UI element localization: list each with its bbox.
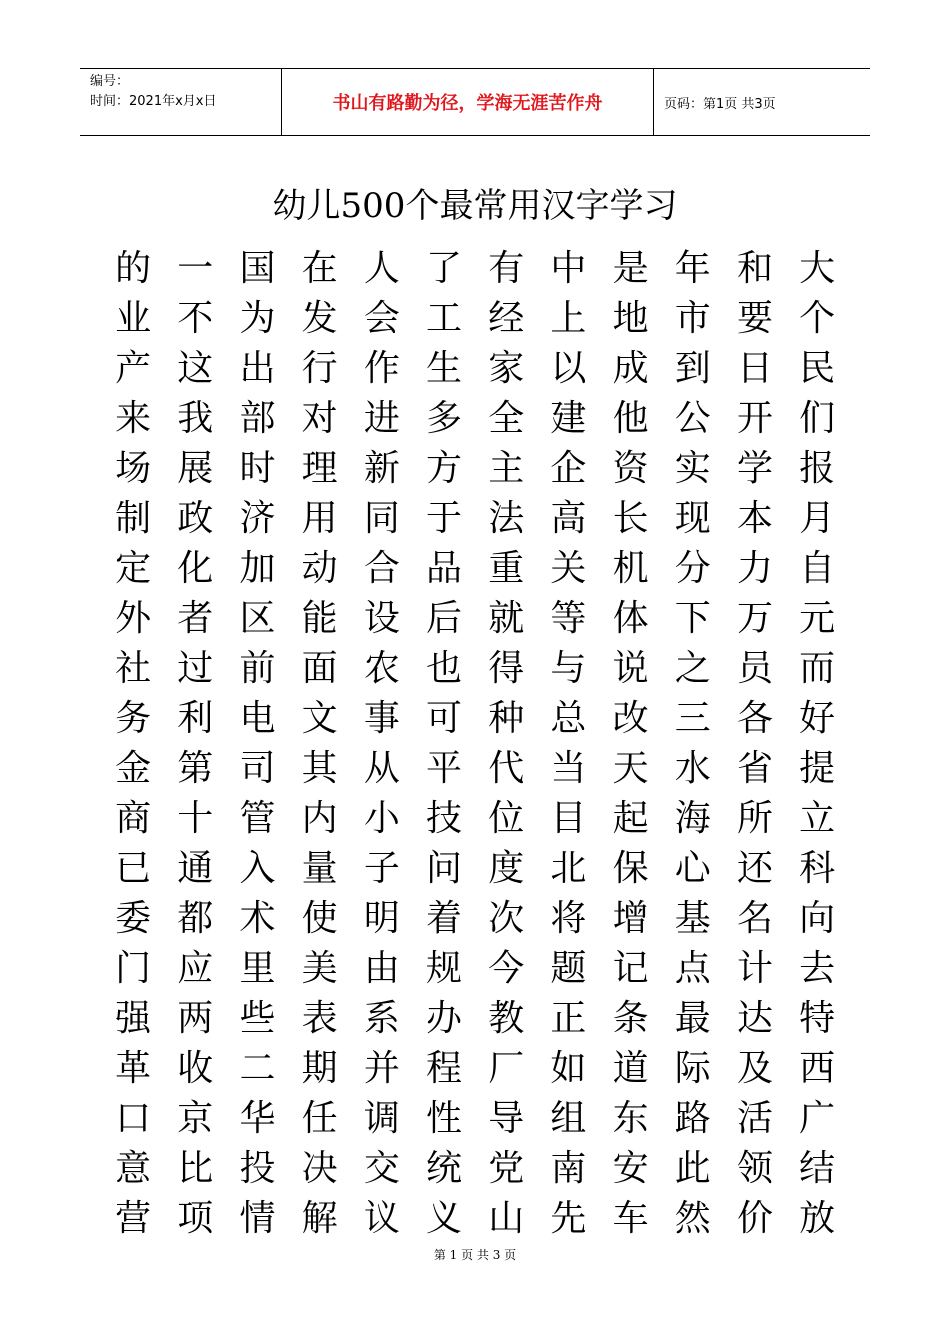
hanzi-char: 化 xyxy=(177,548,214,589)
hanzi-char: 在 xyxy=(301,248,338,289)
hanzi-char: 地 xyxy=(612,298,649,339)
hanzi-char: 最 xyxy=(674,998,711,1039)
hanzi-char: 西 xyxy=(799,1048,836,1089)
time-label: 时间：2021年x月x日 xyxy=(90,94,217,109)
hanzi-char: 元 xyxy=(799,598,836,639)
hanzi-char: 而 xyxy=(799,648,836,689)
hanzi-char: 都 xyxy=(177,898,214,939)
hanzi-char: 题 xyxy=(550,948,587,989)
hanzi-char: 强 xyxy=(115,998,152,1039)
hanzi-char: 展 xyxy=(177,448,214,489)
hanzi-char: 分 xyxy=(674,548,711,589)
hanzi-char: 好 xyxy=(799,698,836,739)
motto: 书山有路勤为径，学海无涯苦作舟 xyxy=(282,69,654,135)
hanzi-char: 济 xyxy=(239,498,276,539)
hanzi-char: 结 xyxy=(799,1148,836,1189)
hanzi-char: 天 xyxy=(612,748,649,789)
hanzi-char: 利 xyxy=(177,698,214,739)
hanzi-char: 得 xyxy=(488,648,525,689)
hanzi-char: 也 xyxy=(426,648,463,689)
hanzi-char: 安 xyxy=(612,1148,649,1189)
hanzi-char: 次 xyxy=(488,898,525,939)
hanzi-char: 外 xyxy=(115,598,152,639)
hanzi-char: 东 xyxy=(612,1098,649,1139)
hanzi-char: 系 xyxy=(363,998,400,1039)
hanzi-char: 司 xyxy=(239,748,276,789)
hanzi-char: 记 xyxy=(612,948,649,989)
hanzi-char: 教 xyxy=(488,998,525,1039)
hanzi-char: 及 xyxy=(736,1048,773,1089)
hanzi-char: 上 xyxy=(550,298,587,339)
hanzi-char: 议 xyxy=(363,1198,400,1239)
hanzi-char: 工 xyxy=(426,298,463,339)
hanzi-char: 路 xyxy=(674,1098,711,1139)
hanzi-char: 行 xyxy=(301,348,338,389)
hanzi-char: 水 xyxy=(674,748,711,789)
hanzi-char: 等 xyxy=(550,598,587,639)
hanzi-char: 主 xyxy=(488,448,525,489)
hanzi-char: 些 xyxy=(239,998,276,1039)
hanzi-char: 社 xyxy=(115,648,152,689)
hanzi-char: 际 xyxy=(674,1048,711,1089)
hanzi-char: 下 xyxy=(674,598,711,639)
hanzi-char: 法 xyxy=(488,498,525,539)
hanzi-char: 能 xyxy=(301,598,338,639)
hanzi-char: 资 xyxy=(612,448,649,489)
hanzi-char: 海 xyxy=(674,798,711,839)
header-table xyxy=(80,68,870,136)
hanzi-char: 情 xyxy=(239,1198,276,1239)
hanzi-char: 说 xyxy=(612,648,649,689)
hanzi-char: 全 xyxy=(488,398,525,439)
hanzi-char: 入 xyxy=(239,848,276,889)
hanzi-char: 家 xyxy=(488,348,525,389)
hanzi-char: 金 xyxy=(115,748,152,789)
hanzi-char: 心 xyxy=(674,848,711,889)
hanzi-char: 品 xyxy=(426,548,463,589)
hanzi-char: 建 xyxy=(550,398,587,439)
hanzi-char: 到 xyxy=(674,348,711,389)
hanzi-char: 关 xyxy=(550,548,587,589)
hanzi-char: 民 xyxy=(799,348,836,389)
hanzi-char: 长 xyxy=(612,498,649,539)
hanzi-char: 党 xyxy=(488,1148,525,1189)
hanzi-char: 同 xyxy=(363,498,400,539)
hanzi-char: 经 xyxy=(488,298,525,339)
hanzi-char: 面 xyxy=(301,648,338,689)
hanzi-char: 价 xyxy=(736,1198,773,1239)
hanzi-char: 生 xyxy=(426,348,463,389)
hanzi-char: 意 xyxy=(115,1148,152,1189)
hanzi-char: 农 xyxy=(363,648,400,689)
hanzi-char: 点 xyxy=(674,948,711,989)
hanzi-char: 其 xyxy=(301,748,338,789)
hanzi-char: 公 xyxy=(674,398,711,439)
hanzi-char: 三 xyxy=(674,698,711,739)
hanzi-char: 通 xyxy=(177,848,214,889)
hanzi-char: 新 xyxy=(363,448,400,489)
hanzi-char: 提 xyxy=(799,748,836,789)
hanzi-char: 就 xyxy=(488,598,525,639)
hanzi-char: 体 xyxy=(612,598,649,639)
hanzi-char: 并 xyxy=(363,1048,400,1089)
hanzi-char: 前 xyxy=(239,648,276,689)
hanzi-char: 大 xyxy=(799,248,836,289)
hanzi-char: 调 xyxy=(363,1098,400,1139)
character-grid xyxy=(102,244,848,1244)
hanzi-char: 以 xyxy=(550,348,587,389)
hanzi-char: 一 xyxy=(177,248,214,289)
hanzi-char: 度 xyxy=(488,848,525,889)
hanzi-char: 出 xyxy=(239,348,276,389)
hanzi-char: 京 xyxy=(177,1098,214,1139)
hanzi-char: 里 xyxy=(239,948,276,989)
hanzi-char: 商 xyxy=(115,798,152,839)
hanzi-char: 会 xyxy=(363,298,400,339)
hanzi-char: 要 xyxy=(736,298,773,339)
hanzi-char: 报 xyxy=(799,448,836,489)
hanzi-char: 设 xyxy=(363,598,400,639)
hanzi-char: 学 xyxy=(736,448,773,489)
hanzi-char: 从 xyxy=(363,748,400,789)
hanzi-char: 事 xyxy=(363,698,400,739)
hanzi-char: 美 xyxy=(301,948,338,989)
hanzi-char: 方 xyxy=(426,448,463,489)
hanzi-char: 期 xyxy=(301,1048,338,1089)
hanzi-char: 我 xyxy=(177,398,214,439)
hanzi-char: 任 xyxy=(301,1098,338,1139)
hanzi-char: 表 xyxy=(301,998,338,1039)
page-code: 页码：第1页 共3页 xyxy=(664,96,776,112)
hanzi-char: 术 xyxy=(239,898,276,939)
hanzi-char: 然 xyxy=(674,1198,711,1239)
hanzi-char: 总 xyxy=(550,698,587,739)
hanzi-char: 文 xyxy=(301,698,338,739)
hanzi-char: 市 xyxy=(674,298,711,339)
hanzi-char: 者 xyxy=(177,598,214,639)
hanzi-char: 务 xyxy=(115,698,152,739)
hanzi-char: 技 xyxy=(426,798,463,839)
page-footer: 第 1 页 共 3 页 xyxy=(433,1248,517,1262)
hanzi-char: 门 xyxy=(115,948,152,989)
hanzi-char: 改 xyxy=(612,698,649,739)
hanzi-char: 二 xyxy=(239,1048,276,1089)
hanzi-char: 理 xyxy=(301,448,338,489)
hanzi-char: 制 xyxy=(115,498,152,539)
hanzi-char: 这 xyxy=(177,348,214,389)
hanzi-char: 使 xyxy=(301,898,338,939)
hanzi-char: 车 xyxy=(612,1198,649,1239)
hanzi-char: 个 xyxy=(799,298,836,339)
hanzi-char: 政 xyxy=(177,498,214,539)
hanzi-char: 规 xyxy=(426,948,463,989)
hanzi-char: 人 xyxy=(363,248,400,289)
hanzi-char: 他 xyxy=(612,398,649,439)
hanzi-char: 万 xyxy=(736,598,773,639)
hanzi-char: 和 xyxy=(736,248,773,289)
hanzi-char: 厂 xyxy=(488,1048,525,1089)
hanzi-char: 开 xyxy=(736,398,773,439)
hanzi-char: 立 xyxy=(799,798,836,839)
hanzi-char: 着 xyxy=(426,898,463,939)
number-label: 编号： xyxy=(90,74,130,89)
hanzi-char: 动 xyxy=(301,548,338,589)
hanzi-char: 程 xyxy=(426,1048,463,1089)
hanzi-char: 业 xyxy=(115,298,152,339)
hanzi-char: 管 xyxy=(239,798,276,839)
hanzi-char: 所 xyxy=(736,798,773,839)
hanzi-char: 种 xyxy=(488,698,525,739)
hanzi-char: 条 xyxy=(612,998,649,1039)
hanzi-char: 统 xyxy=(426,1148,463,1189)
hanzi-char: 可 xyxy=(426,698,463,739)
hanzi-char: 山 xyxy=(488,1198,525,1239)
hanzi-char: 此 xyxy=(674,1148,711,1189)
hanzi-char: 多 xyxy=(426,398,463,439)
hanzi-char: 区 xyxy=(239,598,276,639)
hanzi-char: 发 xyxy=(301,298,338,339)
hanzi-char: 内 xyxy=(301,798,338,839)
hanzi-char: 不 xyxy=(177,298,214,339)
hanzi-char: 了 xyxy=(426,248,463,289)
hanzi-char: 员 xyxy=(736,648,773,689)
hanzi-char: 解 xyxy=(301,1198,338,1239)
hanzi-char: 活 xyxy=(736,1098,773,1139)
hanzi-char: 华 xyxy=(239,1098,276,1139)
hanzi-char: 向 xyxy=(799,898,836,939)
hanzi-char: 保 xyxy=(612,848,649,889)
hanzi-char: 如 xyxy=(550,1048,587,1089)
hanzi-char: 部 xyxy=(239,398,276,439)
hanzi-char: 两 xyxy=(177,998,214,1039)
hanzi-char: 北 xyxy=(550,848,587,889)
hanzi-char: 代 xyxy=(488,748,525,789)
hanzi-char: 广 xyxy=(799,1098,836,1139)
hanzi-char: 比 xyxy=(177,1148,214,1189)
hanzi-char: 合 xyxy=(363,548,400,589)
hanzi-char: 时 xyxy=(239,448,276,489)
hanzi-char: 产 xyxy=(115,348,152,389)
hanzi-char: 力 xyxy=(736,548,773,589)
hanzi-char: 道 xyxy=(612,1048,649,1089)
hanzi-char: 第 xyxy=(177,748,214,789)
hanzi-char: 应 xyxy=(177,948,214,989)
hanzi-char: 导 xyxy=(488,1098,525,1139)
hanzi-char: 重 xyxy=(488,548,525,589)
hanzi-char: 明 xyxy=(363,898,400,939)
hanzi-char: 企 xyxy=(550,448,587,489)
hanzi-char: 有 xyxy=(488,248,525,289)
hanzi-char: 已 xyxy=(115,848,152,889)
hanzi-char: 国 xyxy=(239,248,276,289)
hanzi-char: 问 xyxy=(426,848,463,889)
hanzi-char: 正 xyxy=(550,998,587,1039)
hanzi-char: 对 xyxy=(301,398,338,439)
hanzi-char: 交 xyxy=(363,1148,400,1189)
header-meta xyxy=(80,69,282,135)
hanzi-char: 各 xyxy=(736,698,773,739)
hanzi-char: 特 xyxy=(799,998,836,1039)
hanzi-char: 省 xyxy=(736,748,773,789)
hanzi-char: 办 xyxy=(426,998,463,1039)
hanzi-char: 中 xyxy=(550,248,587,289)
hanzi-char: 革 xyxy=(115,1048,152,1089)
hanzi-char: 实 xyxy=(674,448,711,489)
hanzi-char: 达 xyxy=(736,998,773,1039)
hanzi-char: 场 xyxy=(115,448,152,489)
hanzi-char: 口 xyxy=(115,1098,152,1139)
hanzi-char: 本 xyxy=(736,498,773,539)
hanzi-char: 放 xyxy=(799,1198,836,1239)
hanzi-char: 去 xyxy=(799,948,836,989)
hanzi-char: 年 xyxy=(674,248,711,289)
hanzi-char: 过 xyxy=(177,648,214,689)
hanzi-char: 今 xyxy=(488,948,525,989)
hanzi-char: 决 xyxy=(301,1148,338,1189)
hanzi-char: 定 xyxy=(115,548,152,589)
hanzi-char: 委 xyxy=(115,898,152,939)
hanzi-char: 自 xyxy=(799,548,836,589)
hanzi-char: 与 xyxy=(550,648,587,689)
hanzi-char: 南 xyxy=(550,1148,587,1189)
hanzi-char: 当 xyxy=(550,748,587,789)
hanzi-char: 营 xyxy=(115,1198,152,1239)
hanzi-char: 将 xyxy=(550,898,587,939)
hanzi-char: 后 xyxy=(426,598,463,639)
hanzi-char: 作 xyxy=(363,348,400,389)
hanzi-char: 的 xyxy=(115,248,152,289)
hanzi-char: 之 xyxy=(674,648,711,689)
hanzi-char: 增 xyxy=(612,898,649,939)
hanzi-char: 进 xyxy=(363,398,400,439)
hanzi-char: 收 xyxy=(177,1048,214,1089)
hanzi-char: 投 xyxy=(239,1148,276,1189)
hanzi-char: 加 xyxy=(239,548,276,589)
hanzi-char: 平 xyxy=(426,748,463,789)
hanzi-char: 义 xyxy=(426,1198,463,1239)
hanzi-char: 为 xyxy=(239,298,276,339)
page-title: 幼儿500个最常用汉字学习 xyxy=(272,186,678,226)
hanzi-char: 是 xyxy=(612,248,649,289)
hanzi-char: 现 xyxy=(674,498,711,539)
hanzi-char: 科 xyxy=(799,848,836,889)
hanzi-char: 日 xyxy=(736,348,773,389)
hanzi-char: 组 xyxy=(550,1098,587,1139)
hanzi-char: 名 xyxy=(736,898,773,939)
hanzi-char: 电 xyxy=(239,698,276,739)
hanzi-char: 起 xyxy=(612,798,649,839)
hanzi-char: 用 xyxy=(301,498,338,539)
hanzi-char: 十 xyxy=(177,798,214,839)
hanzi-char: 成 xyxy=(612,348,649,389)
hanzi-char: 基 xyxy=(674,898,711,939)
hanzi-char: 高 xyxy=(550,498,587,539)
hanzi-char: 计 xyxy=(736,948,773,989)
hanzi-char: 目 xyxy=(550,798,587,839)
hanzi-char: 领 xyxy=(736,1148,773,1189)
hanzi-char: 还 xyxy=(736,848,773,889)
hanzi-char: 性 xyxy=(426,1098,463,1139)
hanzi-char: 们 xyxy=(799,398,836,439)
hanzi-char: 项 xyxy=(177,1198,214,1239)
hanzi-char: 子 xyxy=(363,848,400,889)
hanzi-char: 于 xyxy=(426,498,463,539)
hanzi-char: 小 xyxy=(363,798,400,839)
hanzi-char: 先 xyxy=(550,1198,587,1239)
hanzi-char: 来 xyxy=(115,398,152,439)
hanzi-char: 量 xyxy=(301,848,338,889)
hanzi-char: 机 xyxy=(612,548,649,589)
hanzi-char: 位 xyxy=(488,798,525,839)
hanzi-char: 由 xyxy=(363,948,400,989)
hanzi-char: 月 xyxy=(799,498,836,539)
